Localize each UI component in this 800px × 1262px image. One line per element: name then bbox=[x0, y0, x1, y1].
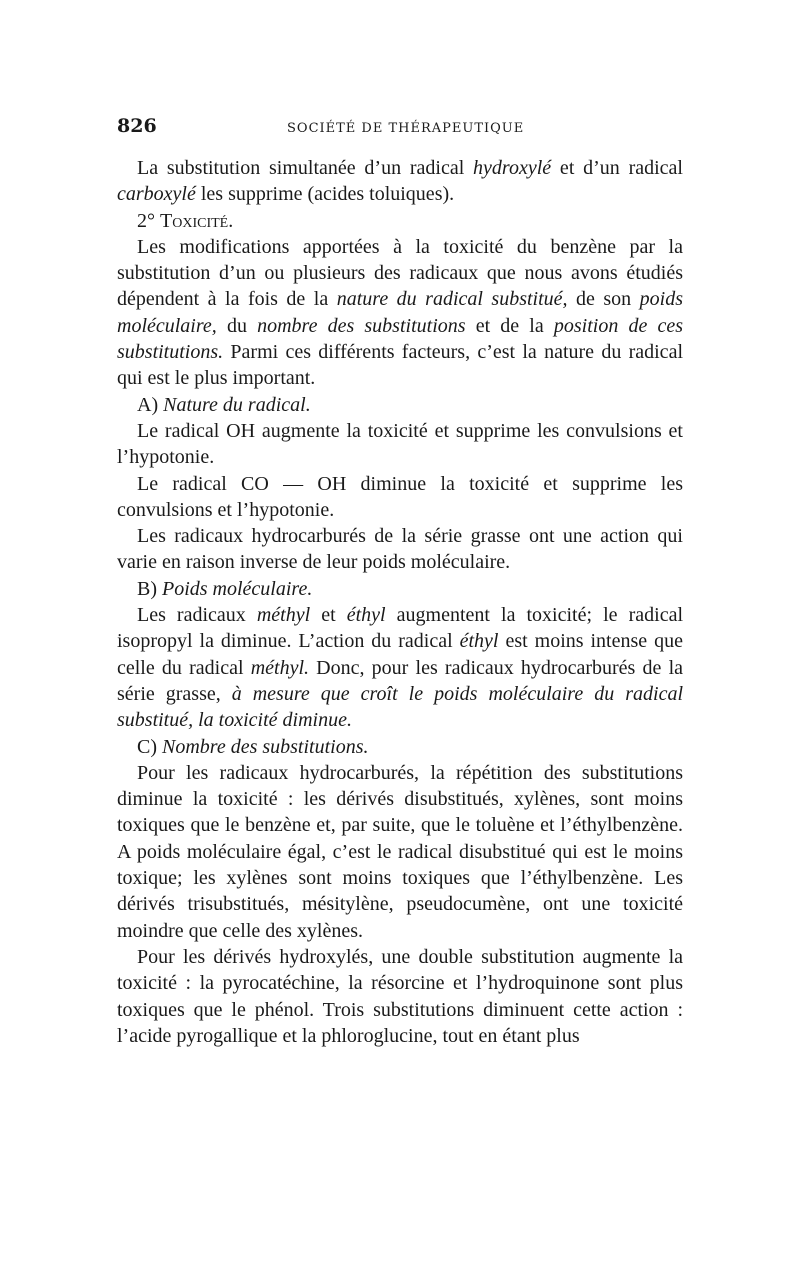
text-run-italic: éthyl bbox=[459, 630, 499, 653]
paragraph bbox=[117, 944, 683, 1049]
paragraph bbox=[117, 471, 683, 524]
heading-text: Toxicité. bbox=[160, 209, 234, 232]
heading-text: Nombre des substitutions. bbox=[162, 735, 369, 758]
text-run: de son bbox=[567, 288, 640, 311]
heading-text: Poids moléculaire. bbox=[162, 577, 313, 600]
paragraph bbox=[117, 234, 683, 392]
text-run: Le radical CO — OH diminue la toxicité et supprime les convulsions et l’hypotonie. bbox=[117, 472, 683, 521]
heading-text: Nature du radical. bbox=[163, 393, 311, 416]
page bbox=[117, 115, 683, 1049]
paragraph bbox=[117, 418, 683, 471]
text-run: Pour les radicaux hydrocarburés, la répétition des substitutions diminue la toxicité : les dérivés disubstitués, xylènes, sont moins toxiques que le benzène et, par suite, que le toluène et l’éthylbenzène. A poids moléculaire égal, c’est le radical disubstitué qui est le moins toxique; les xylènes sont moins toxiques que l’éthylbenzène. Les dérivés trisubstitués, mésitylène, pseudocumène, ont une toxicité moindre que celle des xylènes. bbox=[117, 761, 683, 942]
text-run: Pour les dérivés hydroxylés, une double substitution augmente la toxicité : la pyrocatéchine, la résorcine et l’hydroquinone sont plus toxiques que le phénol. Trois substitutions diminuent cette action : l’acide pyrogallique et la phloroglucine, tout en étant plus bbox=[117, 945, 683, 1047]
text-run-italic: carboxylé bbox=[117, 183, 196, 206]
running-title: SOCIÉTÉ DE THÉRAPEUTIQUE bbox=[287, 121, 525, 136]
paragraph bbox=[117, 760, 683, 944]
text-run: Le radical OH augmente la toxicité et supprime les convulsions et l’hypotonie. bbox=[117, 419, 683, 469]
heading-label: B) bbox=[137, 577, 162, 600]
text-run-italic: nombre des substitutions bbox=[257, 314, 466, 337]
text-run: Les radicaux hydrocarburés de la série grasse ont une action qui varie en raison inverse de leur poids moléculaire. bbox=[117, 525, 683, 574]
heading-number: 2° bbox=[137, 209, 160, 232]
text-run: La substitution simultanée d’un radical bbox=[137, 157, 474, 179]
paragraph bbox=[117, 602, 683, 733]
text-run: augmentent la toxicité; le radical isopropyl la diminue. L’action du radical bbox=[117, 604, 683, 653]
text-run-italic: méthyl bbox=[256, 604, 311, 627]
heading-label: C) bbox=[137, 735, 162, 758]
text-run-italic: hydroxylé bbox=[473, 157, 552, 179]
text-run: les supprime (acides toluiques). bbox=[195, 183, 455, 206]
text-run-italic: position de ces substitutions. bbox=[117, 314, 684, 364]
heading-label: A) bbox=[137, 393, 164, 416]
running-header bbox=[117, 115, 683, 143]
subsection-heading-a bbox=[117, 392, 683, 418]
text-run: Donc, pour les radicaux hydrocarburés de la série grasse, bbox=[117, 656, 683, 705]
text-run-italic: éthyl bbox=[346, 604, 386, 627]
subsection-heading-c bbox=[117, 734, 683, 760]
subsection-heading-b bbox=[117, 576, 683, 602]
paragraph bbox=[117, 523, 683, 576]
text-run: et bbox=[310, 604, 347, 627]
text-run-italic: nature du radical substitué, bbox=[336, 288, 568, 311]
text-run: du bbox=[216, 314, 258, 337]
text-run-italic: méthyl. bbox=[250, 656, 309, 679]
text-run: Les radicaux bbox=[137, 604, 257, 627]
text-run: est moins intense que celle du radical bbox=[117, 630, 683, 679]
text-run-italic: à mesure que croît le poids moléculaire du radical substitué, la toxicité diminue. bbox=[117, 682, 683, 732]
text-run: et de la bbox=[465, 314, 554, 337]
text-run: et d’un radical bbox=[551, 157, 683, 179]
body-text bbox=[117, 155, 683, 1049]
text-run-italic: poids moléculaire, bbox=[117, 288, 683, 337]
text-run: Les modifications apportées à la toxicité du benzène par la substitution d’un ou plusieurs des radicaux que nous avons étudiés dépendent à la fois de la bbox=[117, 235, 683, 311]
paragraph bbox=[117, 155, 683, 208]
section-heading-toxicite bbox=[117, 208, 683, 234]
text-run: Parmi ces différents facteurs, c’est la nature du radical qui est le plus important. bbox=[117, 341, 683, 390]
page-number: 826 bbox=[117, 115, 157, 137]
